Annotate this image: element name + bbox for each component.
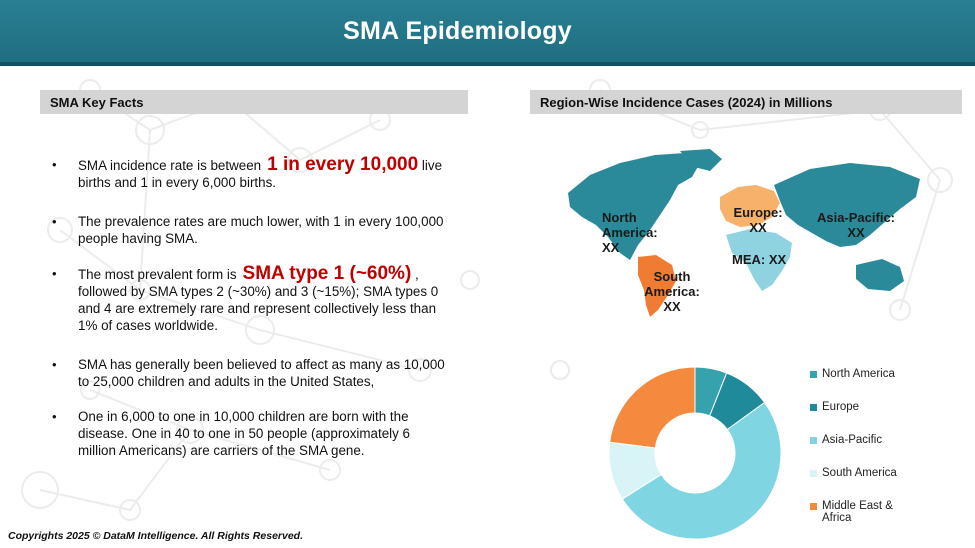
map-label-south-america: South America: XX [644, 269, 700, 314]
fact-text-before: SMA incidence rate is between [78, 158, 262, 173]
key-facts-header: SMA Key Facts [40, 90, 468, 114]
bullet: • [52, 157, 57, 172]
bullet: • [52, 357, 57, 372]
legend-label: North America [822, 368, 895, 380]
fact-highlight: 1 in every 10,000 [267, 154, 419, 175]
map-label-north-america: North America: XX [602, 210, 658, 255]
fact-text-before: The most prevalent form is [78, 267, 237, 282]
map-label-mea: MEA: XX [732, 252, 787, 267]
fact-text-after: , followed by SMA types 2 (~30%) and 3 (~15%); SMA types 0 and 4 are extremely rare and represent collectively less than 1% of cases worldwide. [78, 267, 439, 333]
fact-text-after: live births and 1 in every 6,000 births. [78, 158, 443, 190]
legend-item [810, 500, 917, 524]
legend-item [810, 434, 917, 446]
map-label-asia-pacific: Asia-Pacific: XX [816, 210, 896, 240]
legend-label: Europe [822, 401, 860, 413]
bullet: • [52, 214, 57, 229]
region-cases-header: Region-Wise Incidence Cases (2024) in Millions [530, 90, 962, 114]
legend-label: Asia-Pacific [822, 434, 883, 446]
region-donut-chart [600, 358, 790, 548]
australia-shape [856, 259, 904, 291]
legend-item [810, 368, 917, 380]
legend-swatch [810, 371, 817, 378]
fact-highlight: SMA type 1 (~60%) [242, 263, 412, 284]
legend-item [810, 467, 917, 479]
copyright-text: Copyrights 2025 © DataM Intelligence. All Rights Reserved. [8, 530, 304, 542]
legend-label: South America [822, 467, 897, 479]
fact-text: One in 6,000 to one in 10,000 children are born with the disease. One in 40 to one in 50 people (approximately 6 million Americans) are carriers of the SMA gene. [78, 409, 411, 458]
legend-swatch [810, 470, 817, 477]
legend-label: Middle East & Africa [822, 500, 893, 524]
legend-swatch [810, 503, 817, 510]
page-title: SMA Epidemiology [343, 16, 572, 45]
bullet: • [52, 409, 57, 424]
legend-swatch [810, 437, 817, 444]
bullet: • [52, 266, 57, 281]
fact-text: The prevalence rates are much lower, with 1 in every 100,000 people having SMA. [78, 214, 444, 246]
legend-swatch [810, 404, 817, 411]
fact-text [78, 265, 450, 334]
donut-slice-middle-east-africa [610, 367, 695, 448]
fact-text: SMA has generally been believed to affect as many as 10,000 to 25,000 children and adults in the United States, [78, 357, 445, 389]
header-banner [0, 0, 975, 66]
map-label-europe: Europe: XX [733, 205, 783, 235]
world-map [560, 145, 930, 320]
legend-item [810, 401, 917, 413]
fact-text [78, 156, 450, 191]
